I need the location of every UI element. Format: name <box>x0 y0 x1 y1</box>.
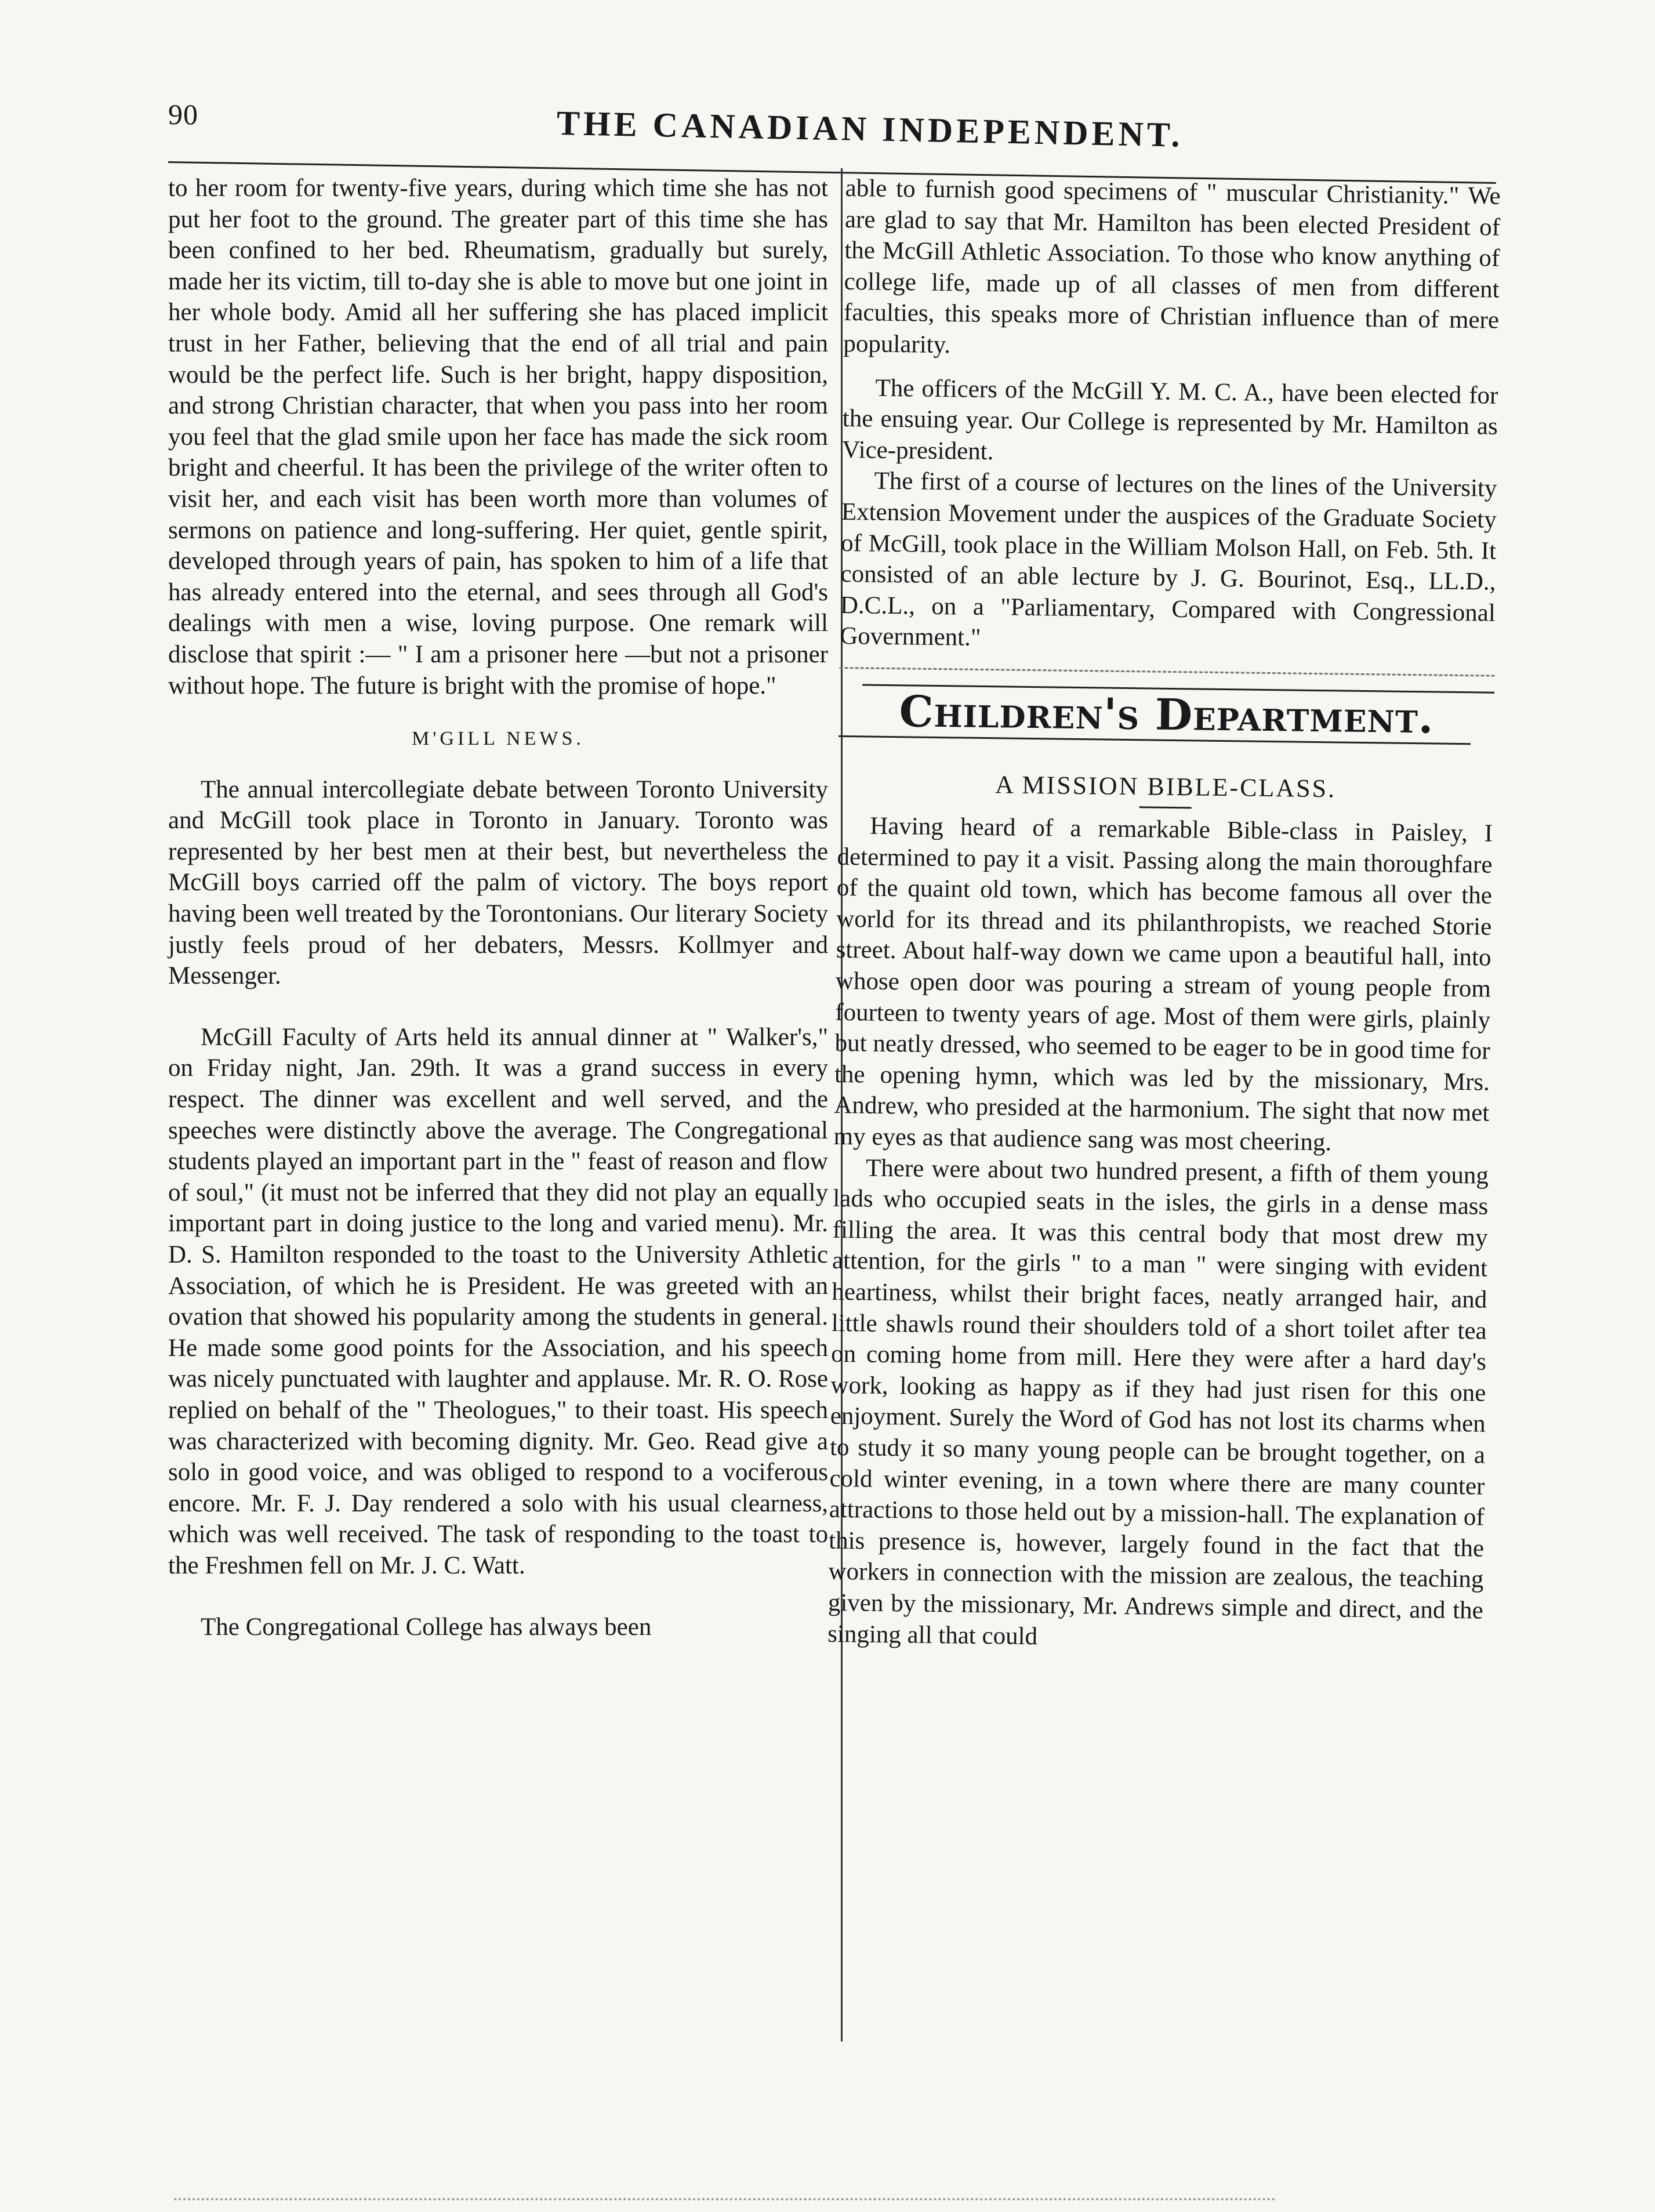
paragraph-gap <box>168 1582 828 1612</box>
running-title: THE CANADIAN INDEPENDENT. <box>556 104 1184 154</box>
title-underline <box>1139 806 1192 808</box>
mission-paragraph-2: There were about two hundred present, a fifth of them young lads who occupied seats in the isles, the girls in a dense mass filling the area. It was this central body that most drew my attention, for the girls " to a man " were singing with evident heartiness, whilst their bright faces, neatly arranged hair, and little shawls round their shoulders told of a short toilet after tea on coming home from mill. Here they were after a hard day's work, looking as happy as if they had just risen for this one enjoyment. Surely the Word of God has not lost its charms when to study it so many young people can be brought together, on a cold winter evening, in a town where there are many counter attractions to those held out by a mission-hall. The explanation of this presence is, however, largely found in the fact that the workers in connection with the mission are zealous, the teaching given by the missionary, Mr. Andrews simple and direct, and the singing all that could <box>827 1154 1489 1650</box>
mission-paragraph-1: Having heard of a remarkable Bible-class in Paisley, I determined to pay it a visit. Passing along the main thoroughfare of the quaint old town, which has become famous all over the world for its thread and its philanthropists, we reached Storie street. About half-way down we came upon a beautiful hall, into whose open door was pouring a stream of young people from fourteen to twenty years of age. Most of them were girls, plainly but neatly dressed, who seemed to be eager to be in good time for the opening hymn, which was led by the missionary, Mrs. Andrew, who presided at the harmonium. The sight that now met my eyes as that audience sang was most cheering. <box>833 812 1493 1156</box>
article-continuation: to her room for twenty-five years, during which time she has not put her foot to the ground. The greater part of this time she has been confined to her bed. Rheumatism, gradually but surely, made her its victim, till to-day she is able to move but one joint in her whole body. Amid all her suffering she has placed implicit trust in her Father, believing that the end of all trial and pain would be the perfect life. Such is her bright, happy disposition, and strong Christian character, that when you pass into her room you feel that the glad smile upon her face has made the sick room bright and cheerful. It has been the privilege of the writer often to visit her, and each visit has been worth more than volumes of sermons on patience and long-suffering. Her quiet, gentle spirit, developed through years of pain, has spoken to him of a life that has already entered into the eternal, and sees through all God's dealings with men a wise, loving purpose. One remark will disclose that spirit :— " I am a prisoner here —but not a prisoner without hope. The future is bright with the promise of hope." <box>168 175 828 699</box>
athletic-paragraph: able to furnish good specimens of " muscular Christianity." We are glad to say that Mr. Hamilton has been elected President of the McGill Athletic Association. To those who know anything of college life, made up of all classes of men from different faculties, this speaks more of Christian influence than of mere popularity. <box>843 174 1501 359</box>
department-block <box>839 684 1494 745</box>
college-paragraph: The Congregational College has always been <box>201 1613 652 1641</box>
page-number: 90 <box>168 98 198 130</box>
lecture-paragraph: The first of a course of lectures on the lines of the University Extension Movement under the auspices of the Graduate Society of McGill, took place in the William Molson Hall, on Feb. 5th. It consisted of an able lecture by J. G. Bourinot, Esq., LL.D., D.C.L., on a "Parliamentary, Compared with Congressional Government." <box>839 467 1497 652</box>
ymca-paragraph: The officers of the McGill Y. M. C. A., have been elected for the ensuing year. Our College is represented by Mr. Hamilton as Vice-president. <box>841 374 1498 465</box>
left-column <box>168 173 828 1642</box>
mcgill-news-heading: M'GILL NEWS. <box>412 728 585 750</box>
article-title: A MISSION BIBLE-CLASS. <box>995 770 1337 803</box>
paragraph-gap <box>168 992 828 1022</box>
debate-paragraph: The annual intercollegiate debate between Toronto University and McGill took place in Toronto in January. Toronto was represented by her best men at their best, but nevertheless the McGill boys carried off the palm of victory. The boys report having been well treated by the Torontonians. Our literary Society justly feels proud of her debaters, Messrs. Kollmyer and Messenger. <box>168 775 828 990</box>
dinner-paragraph: McGill Faculty of Arts held its annual dinner at " Walker's," on Friday night, Jan. 29th. It was a grand success in every respect. The dinner was excellent and well served, and the speeches were distinctly above the average. The Congregational students played an important part in the " feast of reason and flow of soul," (it must not be inferred that they did not play an equally important part in doing justice to the long and varied menu). Mr. D. S. Hamilton responded to the toast to the University Athletic Association, of which he is President. He was greeted with an ovation that showed his popularity among the students in general. He made some good points for the Association, and his speech was nicely punctuated with laughter and applause. Mr. R. O. Rose replied on behalf of the " Theologues," to their toast. His speech was characterized with becoming dignity. Mr. Geo. Read give a solo in good voice, and was obliged to respond to a vociferous encore. Mr. F. J. Day rendered a solo with his usual clearness, which was well received. The task of responding to the toast to the Freshmen fell on Mr. J. C. Watt. <box>168 1023 828 1579</box>
department-title: Children's Department. <box>899 687 1435 744</box>
bottom-edge-marks <box>174 2198 1276 2206</box>
right-column <box>828 173 1501 1658</box>
dashed-divider <box>840 667 1495 677</box>
